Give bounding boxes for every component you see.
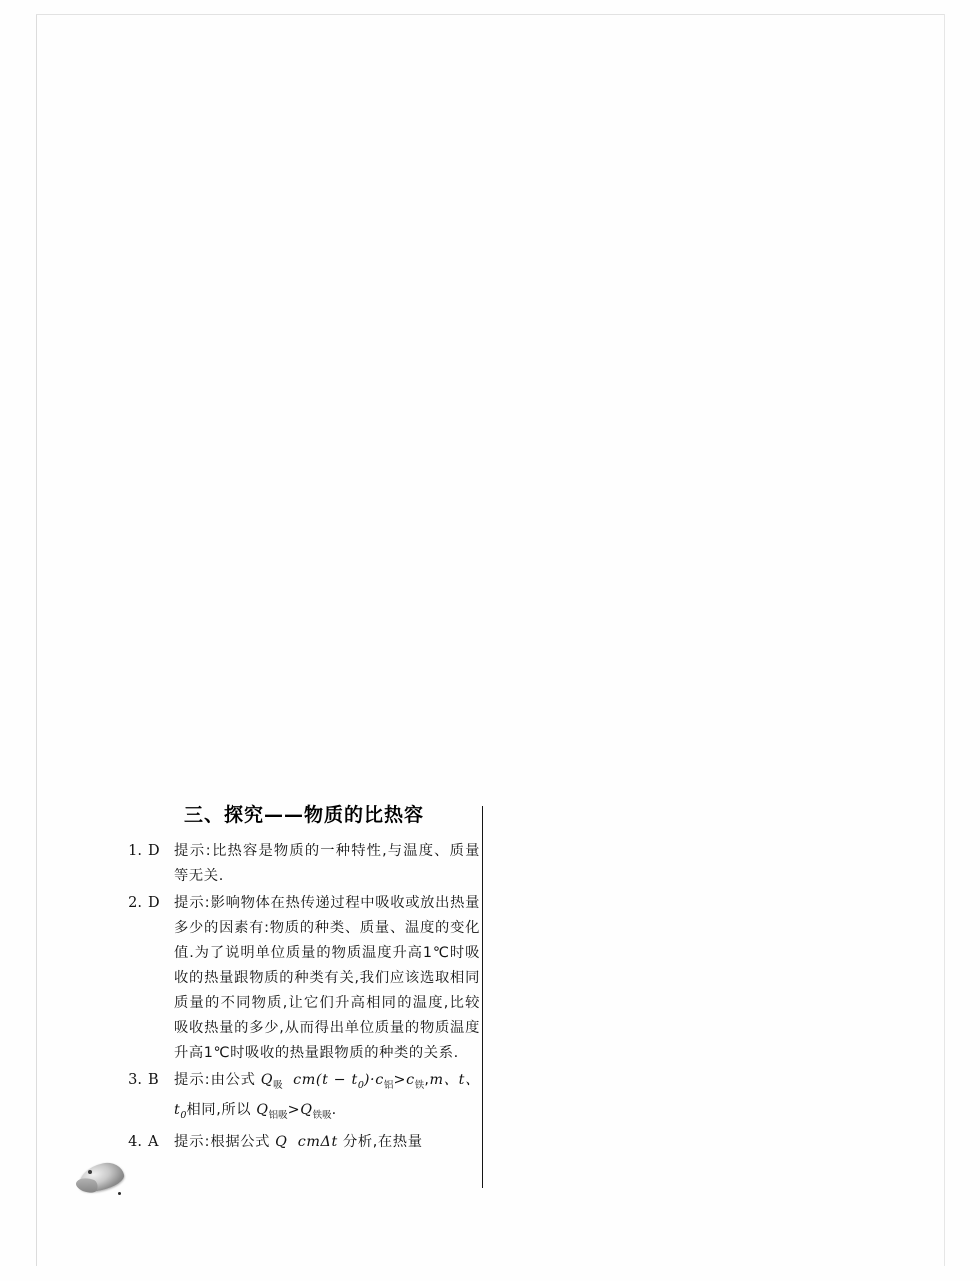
item-answer-letter: A	[148, 1133, 159, 1150]
item-number: 1.	[128, 843, 142, 859]
column-rule	[482, 806, 483, 1188]
list-item	[120, 839, 480, 889]
dolphin-mark-icon	[74, 1158, 130, 1198]
hint-label: 提示:	[174, 843, 212, 859]
item-answer-letter: D	[148, 843, 160, 859]
formula-q-cm-delta-t: Q cmΔt	[275, 1133, 338, 1150]
item-answer-letter: B	[148, 1072, 159, 1088]
hint-label: 提示:	[174, 895, 211, 911]
list-item	[120, 1068, 480, 1128]
item-explanation	[174, 1130, 480, 1155]
formula-gt-2: >	[287, 1101, 301, 1118]
hint-label: 提示:	[174, 1072, 211, 1088]
hint-text-prefix: 由公式	[210, 1072, 261, 1088]
hint-text-suffix: 分析,在热量	[342, 1133, 423, 1150]
scan-edge-left	[36, 14, 37, 1266]
hint-text-mid3: 相同,所以	[186, 1101, 257, 1118]
list-item	[120, 1130, 480, 1155]
hint-text-prefix: 根据公式	[210, 1133, 276, 1150]
item-explanation	[174, 891, 480, 1066]
formula-c-iron: $c_铁$	[406, 1072, 425, 1091]
item-answer-letter: D	[148, 895, 160, 911]
hint-label: 提示:	[174, 1133, 211, 1150]
formula-q-aluminium: $Q_{铝吸}$	[256, 1101, 288, 1121]
item-number: 2.	[128, 895, 142, 911]
item-explanation	[174, 839, 480, 889]
page-dot	[118, 1192, 121, 1195]
item-number: 3.	[128, 1072, 142, 1088]
hint-text-suffix: .	[331, 1101, 337, 1118]
formula-gt-1: >	[393, 1072, 407, 1088]
section-title: 三、探究——物质的比热容	[183, 804, 424, 826]
hint-text-mid1: ,	[424, 1072, 430, 1088]
formula-cm-delta: $cm(t - t_0)$	[282, 1072, 371, 1091]
answer-list	[120, 839, 480, 1155]
hint-text: 影响物体在热传递过程中吸收或放出热量多少的因素有:物质的种类、质量、温度的变化值.为了说明单位质量的物质温度升高1℃时吸收的热量跟物质的种类有关,我们应该选取相同质量的不同物质,让它们升高相同的温度,比较吸收热量的多少,从而得出单位质量的物质温度升高1℃时吸收的热量跟物质的种类的关系.	[174, 895, 480, 1061]
item-explanation	[174, 1068, 480, 1128]
formula-c-aluminium: $\cdot c_铝$	[370, 1072, 394, 1091]
scan-edge-top	[36, 14, 944, 15]
answer-key-content	[120, 800, 480, 1157]
list-item	[120, 891, 480, 1066]
formula-q-iron: $Q_{铁吸}$	[300, 1101, 332, 1121]
hint-text: 比热容是物质的一种特性,与温度、质量等无关.	[174, 843, 480, 884]
item-number: 4.	[128, 1133, 142, 1150]
formula-m-t-t0: m、t、$t_0$	[174, 1072, 480, 1121]
scan-edge-right	[944, 14, 945, 1266]
formula-q-absorbed: $Q_吸$	[260, 1072, 283, 1091]
dolphin-eye	[88, 1170, 92, 1174]
